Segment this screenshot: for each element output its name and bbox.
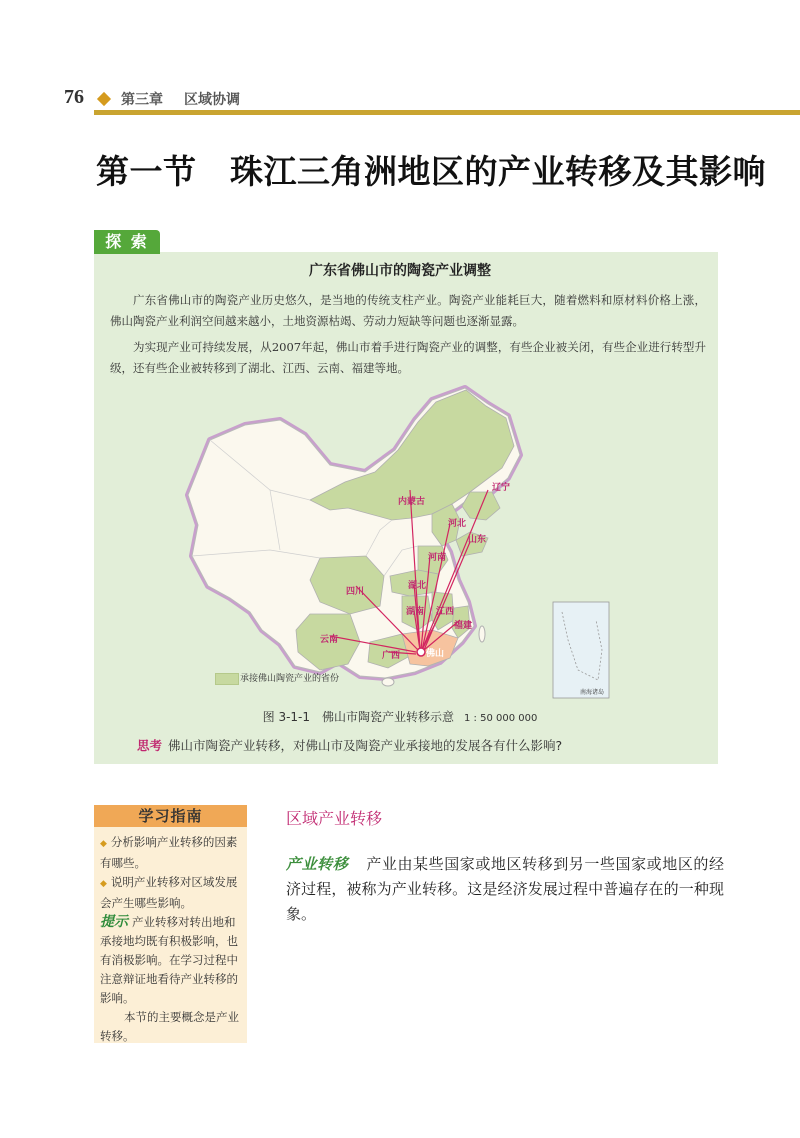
chapter-label: 第三章: [121, 92, 163, 108]
label-fujian: 福建: [454, 621, 473, 631]
inset-label: 南海诸岛: [580, 689, 605, 696]
explore-title: 广东省佛山市的陶瓷产业调整: [309, 263, 491, 279]
foshan-marker: [417, 648, 425, 656]
explore-paragraph-2: 为实现产业可持续发展，从2007年起，佛山市着手进行陶瓷产业的调整，有些企业被关闭，有些企业进行转型升级，还有些企业被转移到了湖北、江西、云南、福建等地。: [110, 340, 706, 375]
label-henan: 河南: [428, 553, 447, 563]
think-question: [137, 736, 562, 754]
figure-scale: 1 : 50 000 000: [464, 713, 538, 724]
label-guangxi: 广西: [382, 651, 401, 661]
guide-tip: [100, 913, 244, 1008]
header-diamond-icon: [97, 92, 111, 106]
label-jiangxi: 江西: [436, 607, 455, 617]
guide-concept: 本节的主要概念是产业转移。: [100, 1010, 239, 1043]
label-liaoning: 辽宁: [492, 483, 511, 493]
study-guide-title: 学习指南: [94, 805, 247, 827]
legend-swatch: [215, 673, 239, 685]
guide-item-2: [100, 873, 244, 913]
key-term: 产业转移: [286, 855, 349, 873]
label-hebei: 河北: [448, 519, 467, 529]
label-hubei: 湖北: [408, 581, 427, 591]
figure-caption-text: 图 3-1-1 佛山市陶瓷产业转移示意: [262, 710, 455, 724]
label-neimenggu: 内蒙古: [398, 497, 426, 507]
chapter-topic: 区域协调: [184, 92, 240, 108]
island-taiwan: [479, 626, 485, 642]
tip-text: 产业转移对转出地和承接地均既有积极影响，也有消极影响。在学习过程中注意辩证地看待产业转移的影响。: [100, 915, 238, 1005]
diamond-bullet-icon: ◆: [100, 839, 107, 849]
label-foshan: 佛山: [426, 649, 445, 659]
south-sea-inset: [553, 602, 609, 698]
china-map: [170, 380, 616, 708]
label-shandong: 山东: [468, 535, 487, 545]
tip-label: 提示: [100, 914, 128, 930]
explore-paragraph-1: 广东省佛山市的陶瓷产业历史悠久，是当地的传统支柱产业。陶瓷产业能耗巨大，随着燃料和原材料价格上涨，佛山陶瓷产业利润空间越来越小，土地资源枯竭、劳动力短缺等问题也逐渐显露。: [110, 293, 706, 328]
guide-item-1-text: 分析影响产业转移的因素有哪些。: [100, 835, 238, 870]
page-number: 76: [64, 86, 84, 108]
guide-item-1: [100, 833, 244, 873]
label-hunan: 湖南: [406, 607, 425, 617]
body-paragraph: [286, 852, 724, 927]
diamond-bullet-icon: ◆: [100, 879, 107, 889]
label-sichuan: 四川: [346, 587, 365, 597]
island-hainan: [382, 678, 394, 686]
think-text: 佛山市陶瓷产业转移，对佛山市及陶瓷产业承接地的发展各有什么影响?: [168, 738, 563, 753]
guide-item-2-text: 说明产业转移对区域发展会产生哪些影响。: [100, 875, 238, 910]
study-guide-body: [100, 833, 244, 1046]
think-label: 思考: [137, 738, 163, 753]
explore-tab: 探 索: [94, 230, 160, 254]
body-text: 产业由某些国家或地区转移到另一些国家或地区的经济过程，被称为产业转移。这是经济发展过程中普遍存在的一种现象。: [286, 855, 724, 923]
label-yunnan: 云南: [320, 635, 339, 645]
subsection-title: 区域产业转移: [286, 809, 383, 828]
legend-label: 承接佛山陶瓷产业的省份: [240, 674, 340, 684]
section-heading: 第一节 珠江三角洲地区的产业转移及其影响: [96, 152, 766, 191]
figure-caption: [0, 708, 800, 725]
header-rule: [94, 110, 800, 115]
